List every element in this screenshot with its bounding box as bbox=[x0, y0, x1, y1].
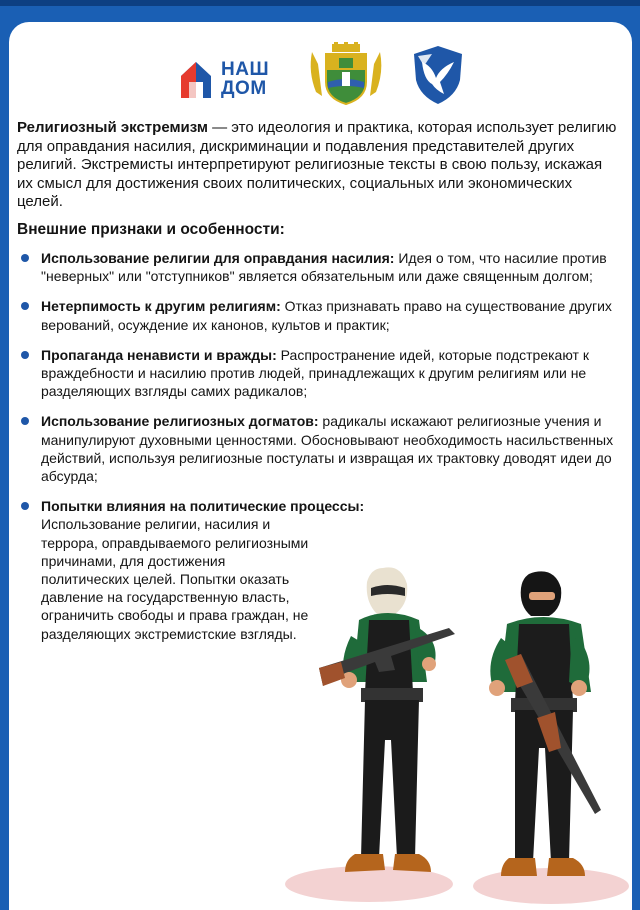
logo-row bbox=[9, 38, 632, 108]
list-item bbox=[17, 249, 617, 285]
bullet-icon bbox=[21, 302, 29, 310]
house-logo-icon bbox=[179, 56, 213, 100]
intro-paragraph bbox=[17, 119, 617, 212]
right-figure bbox=[489, 571, 601, 876]
bullet-icon bbox=[21, 351, 29, 359]
list-item-text: Использование религии, насилия и террора, оправдываемого религиозными причинами, для достижения политических целей. Попытки оказать давление на государственную власть, ограничить свободы и права граждан, не разделяющих экстремистские взгляды. bbox=[41, 516, 309, 642]
list-item-text: радикалы искажают религиозные учения и манипулируют духовными ценностями. Обосновывают необходимость насильственных действий, используя религиозные постулаты и извращая их трактовку доводят идеи до абсурда; bbox=[41, 413, 614, 485]
list-item-title: Попытки влияния на политические процессы: bbox=[41, 498, 365, 515]
list-item-title: Пропаганда ненависти и вражды: bbox=[41, 346, 277, 363]
list-item bbox=[17, 412, 617, 485]
list-item-text: Распространение идей, которые подстрекают к враждебности и насилию против людей, принадлежащих к другим религиям или не разделяющих взгляды самих радикалов; bbox=[41, 346, 589, 400]
dove-shield-icon bbox=[410, 44, 466, 106]
coat-of-arms-icon bbox=[306, 42, 386, 108]
intro-term: Религиозный экстремизм bbox=[17, 119, 208, 136]
leaflet-card bbox=[9, 22, 632, 910]
section-title: Внешние признаки и особенности: bbox=[17, 220, 285, 238]
left-figure bbox=[319, 567, 455, 872]
list-item-text: Идея о том, что насилие против "неверных" или "отступников" является обязательным или даже священным долгом; bbox=[41, 250, 607, 285]
bullet-icon bbox=[21, 417, 29, 425]
intro-definition: — это идеология и практика, которая использует религию для оправдания насилия, дискриминации и подавления представителей других религий. Экстремисты интерпретируют религиозные тексты в свою пользу, искажая их смысл для достижения своих политических, социальных или экономических целей. bbox=[17, 119, 617, 210]
list-item-title: Использование религиозных догматов: bbox=[41, 413, 319, 430]
nash-dom-line2: ДОМ bbox=[221, 78, 267, 99]
list-item-title: Использование религии для оправдания насилия: bbox=[41, 250, 395, 266]
nash-dom-line1: НАШ bbox=[221, 59, 270, 80]
armed-extremists-illustration bbox=[279, 542, 632, 910]
nash-dom-wordmark bbox=[221, 60, 269, 98]
nash-dom-logo bbox=[179, 56, 279, 102]
top-status-strip bbox=[0, 0, 640, 6]
list-item bbox=[17, 297, 617, 333]
bullet-icon bbox=[21, 502, 29, 510]
list-item bbox=[17, 346, 617, 401]
bullet-icon bbox=[21, 254, 29, 262]
list-item-text: Отказ признавать право на существование других верований, осуждение их канонов, культов и практик; bbox=[41, 298, 612, 333]
list-item-title: Нетерпимость к другим религиям: bbox=[41, 298, 281, 315]
